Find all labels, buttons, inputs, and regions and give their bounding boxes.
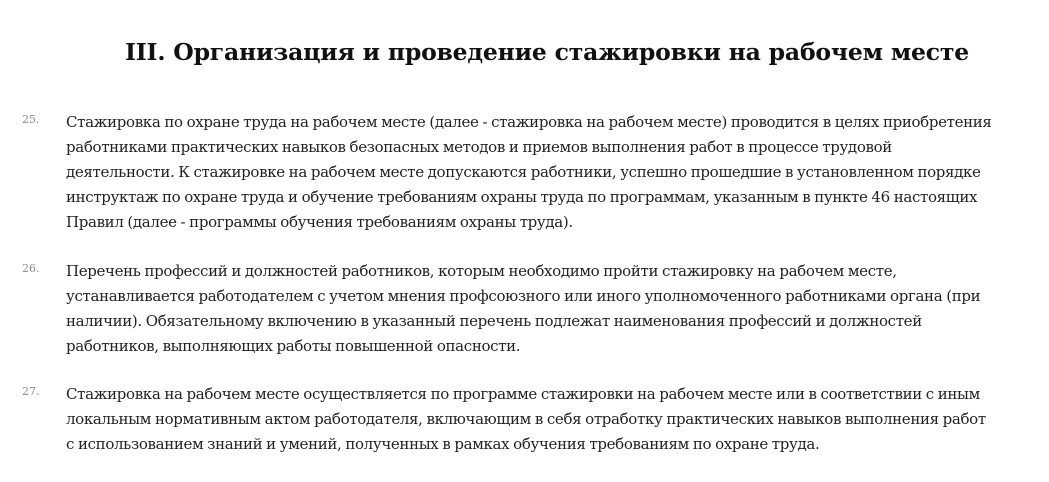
clause-number: 27.: [22, 385, 40, 398]
clause-number: 25.: [22, 113, 40, 126]
clause-text: Стажировка на рабочем месте осуществляется по программе стажировки на рабочем месте или в соответствии с иным локальным нормативным актом работодателя, включающим в себя отработку практических навыков выполнения работ с использованием знаний и умений, полученных в рамках обучения требованиям по охране труда.: [66, 385, 986, 453]
clause-text: Стажировка по охране труда на рабочем месте (далее - стажировка на рабочем месте) проводится в целях приобретения работниками практических навыков безопасных методов и приемов выполнения работ в процессе трудовой деятельности. К стажировке на рабочем месте допускаются работники, успешно прошедшие в установленном порядке инструктаж по охране труда и обучение требованиям охраны труда по программам, указанным в пункте 46 настоящих Правил (далее - программы обучения требованиям охраны труда).: [66, 113, 992, 231]
clause-number: 26.: [22, 262, 40, 275]
section-title: III. Организация и проведение стажировки на рабочем месте: [124, 38, 970, 66]
clause-text: Перечень профессий и должностей работников, которым необходимо пройти стажировку на рабочем месте, устанавливается работодателем с учетом мнения профсоюзного или иного уполномоченного работниками органа (при наличии). Обязательному включению в указанный перечень подлежат наименования профессий и должностей работников, выполняющих работы повышенной опасности.: [66, 262, 981, 355]
